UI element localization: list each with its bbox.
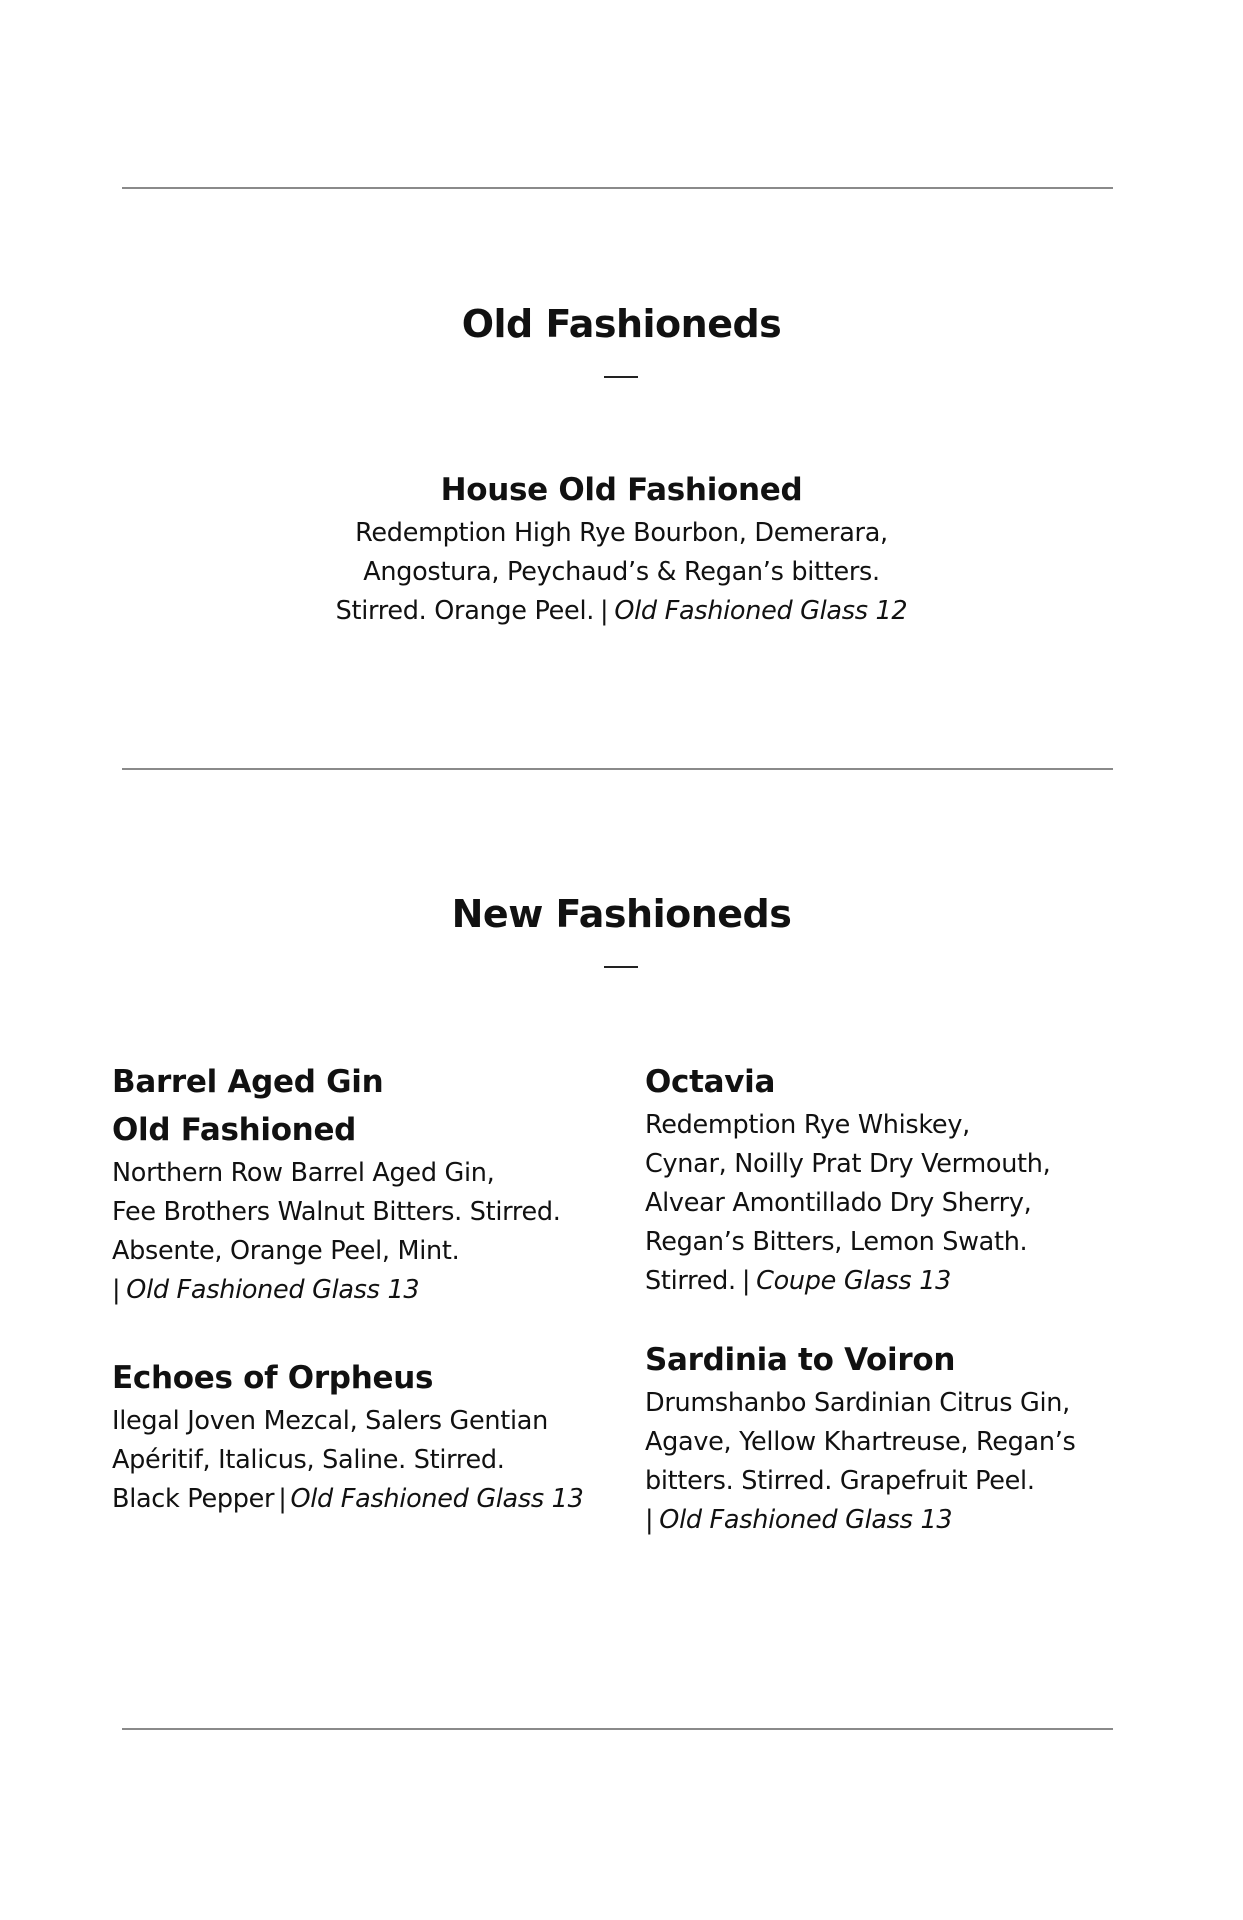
desc-line-last	[112, 1271, 612, 1310]
desc-line: Ilegal Joven Mezcal, Salers Gentian	[112, 1406, 548, 1436]
glass-and-price: Coupe Glass 13	[756, 1266, 952, 1296]
item-description	[645, 1106, 1145, 1301]
separator: |	[600, 596, 609, 626]
separator: |	[741, 1266, 751, 1296]
desc-line: Alvear Amontillado Dry Sherry,	[645, 1188, 1032, 1218]
menu-item-echoes-of-orpheus	[112, 1354, 612, 1519]
menu-item-octavia	[645, 1058, 1145, 1301]
desc-line: Redemption Rye Whiskey,	[645, 1110, 970, 1140]
desc-line: Cynar, Noilly Prat Dry Vermouth,	[645, 1149, 1051, 1179]
menu-item-house-old-fashioned	[0, 466, 1243, 631]
desc-line-last	[645, 1262, 1145, 1301]
desc-line: Agave, Yellow Khartreuse, Regan’s	[645, 1427, 1076, 1457]
title-dash	[604, 966, 638, 968]
desc-line-last	[112, 1480, 612, 1519]
desc-line-last	[645, 1501, 1185, 1540]
item-name	[112, 1058, 612, 1154]
desc-line-last	[0, 592, 1243, 631]
desc-text: Stirred. Orange Peel.	[335, 596, 595, 626]
desc-text: Stirred.	[645, 1266, 736, 1296]
item-description	[112, 1154, 612, 1310]
item-description	[112, 1402, 612, 1519]
divider-bottom	[122, 1728, 1113, 1730]
desc-line: Angostura, Peychaud’s & Regan’s bitters.	[363, 557, 880, 587]
desc-line: Northern Row Barrel Aged Gin,	[112, 1158, 495, 1188]
desc-line: Absente, Orange Peel, Mint.	[112, 1236, 460, 1266]
desc-line: Apéritif, Italicus, Saline. Stirred.	[112, 1445, 505, 1475]
item-description	[0, 514, 1243, 631]
desc-line: Fee Brothers Walnut Bitters. Stirred.	[112, 1197, 561, 1227]
glass-and-price: Old Fashioned Glass 13	[659, 1505, 953, 1535]
glass-and-price: Old Fashioned Glass 13	[126, 1275, 420, 1305]
desc-text: Black Pepper	[112, 1484, 275, 1514]
desc-line: Drumshanbo Sardinian Citrus Gin,	[645, 1388, 1070, 1418]
item-name: Octavia	[645, 1064, 776, 1100]
item-description	[645, 1384, 1185, 1540]
menu-item-barrel-aged-gin-old-fashioned	[112, 1058, 612, 1310]
glass-and-price: Old Fashioned Glass 13	[290, 1484, 584, 1514]
section-title-new-fashioneds: New Fashioneds	[451, 892, 792, 936]
separator: |	[645, 1505, 654, 1535]
glass-and-price: Old Fashioned Glass 12	[614, 596, 908, 626]
menu-item-sardinia-to-voiron	[645, 1336, 1185, 1540]
divider-top	[122, 187, 1113, 189]
desc-line: Redemption High Rye Bourbon, Demerara,	[355, 518, 888, 548]
item-name: House Old Fashioned	[440, 472, 803, 508]
title-dash	[604, 376, 638, 378]
separator: |	[112, 1275, 121, 1305]
item-name: Sardinia to Voiron	[645, 1342, 956, 1378]
separator: |	[278, 1484, 287, 1514]
item-name-line: Old Fashioned	[112, 1112, 357, 1148]
section-title-old-fashioneds: Old Fashioneds	[461, 302, 782, 346]
item-name-line: Barrel Aged Gin	[112, 1064, 384, 1100]
divider-middle	[122, 768, 1113, 770]
desc-line: bitters. Stirred. Grapefruit Peel.	[645, 1466, 1035, 1496]
item-name: Echoes of Orpheus	[112, 1360, 434, 1396]
desc-line: Regan’s Bitters, Lemon Swath.	[645, 1227, 1028, 1257]
